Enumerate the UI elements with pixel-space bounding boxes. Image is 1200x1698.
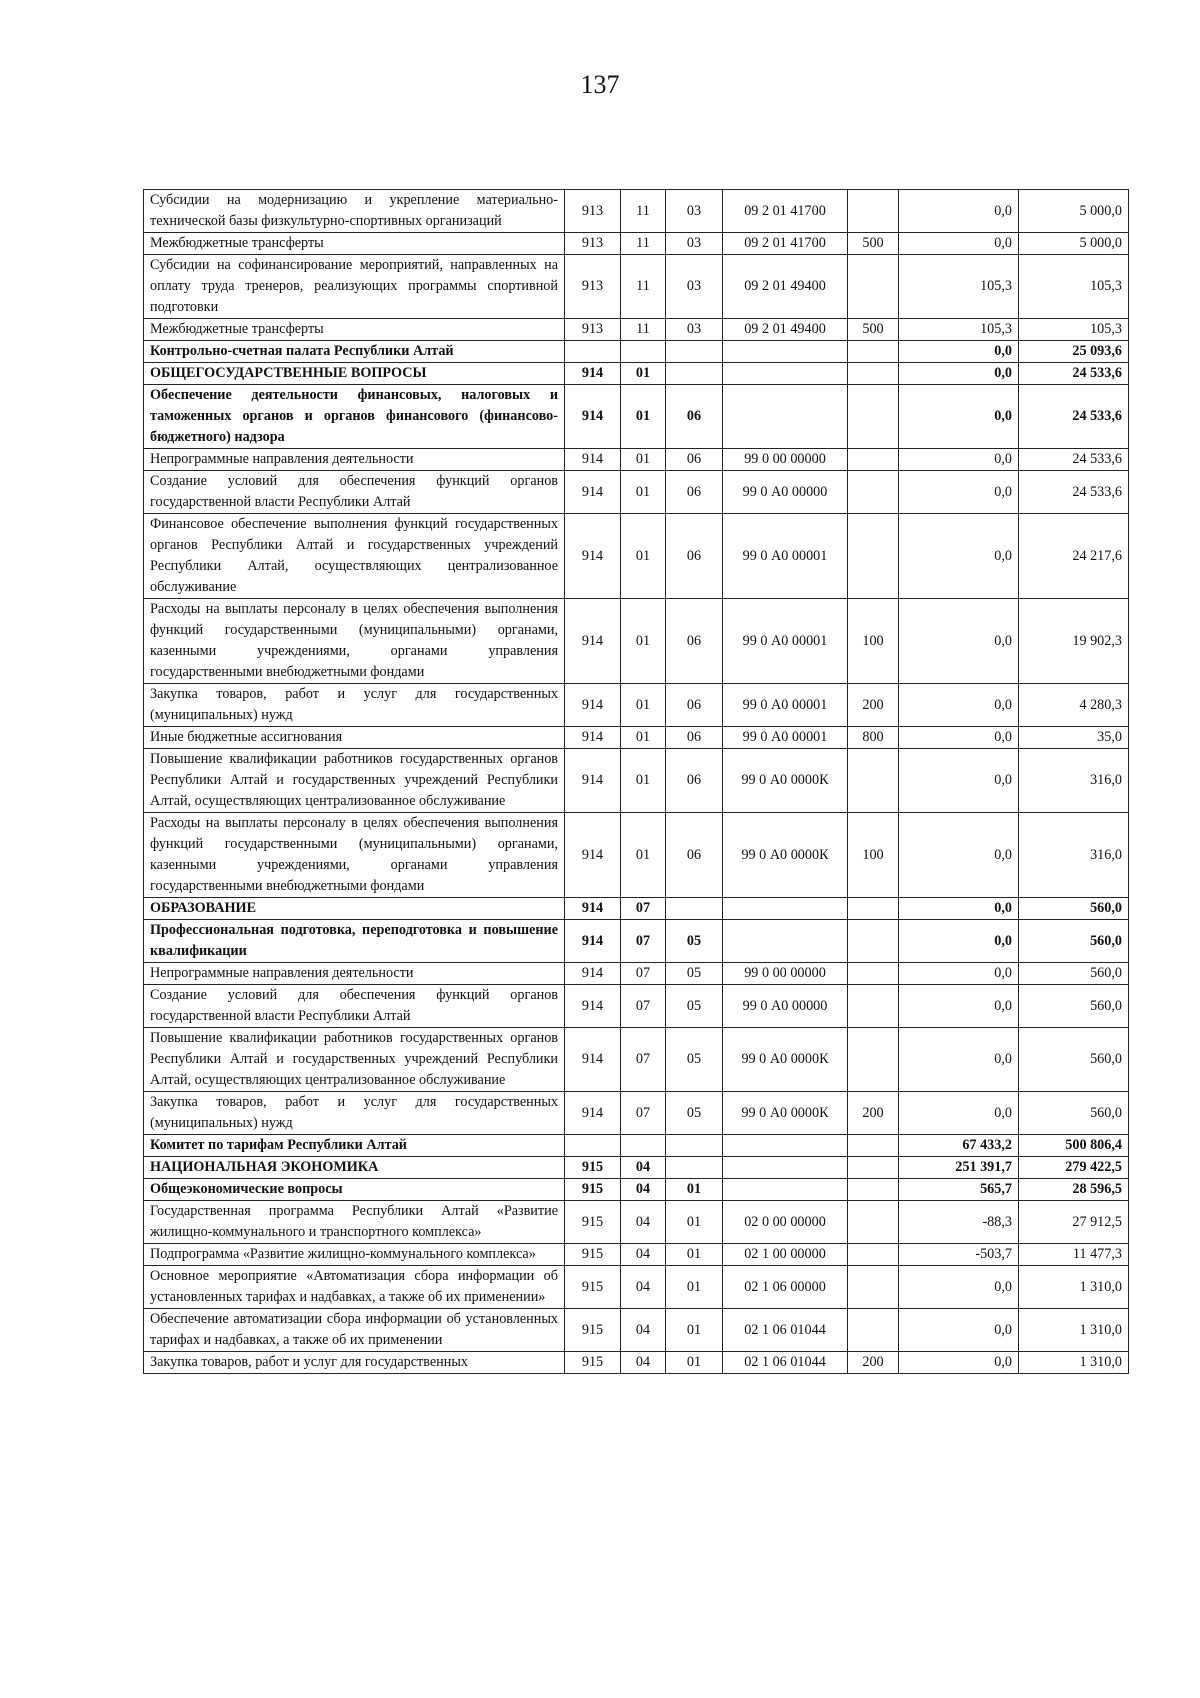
cell-name: Непрограммные направления деятельности: [144, 449, 565, 471]
cell-subsection: 01: [666, 1266, 723, 1309]
cell-amount-2: 1 310,0: [1019, 1352, 1129, 1374]
cell-amount-1: 0,0: [899, 749, 1019, 813]
cell-section: 11: [621, 190, 666, 233]
table-row: [144, 963, 1129, 985]
cell-amount-2: 105,3: [1019, 319, 1129, 341]
cell-amount-1: 0,0: [899, 684, 1019, 727]
cell-name: Общеэкономические вопросы: [144, 1179, 565, 1201]
cell-amount-2: 560,0: [1019, 985, 1129, 1028]
cell-section: 04: [621, 1266, 666, 1309]
cell-section: 11: [621, 233, 666, 255]
cell-name: Расходы на выплаты персоналу в целях обеспечения выполнения функций государственными (муниципальными) органами, казенными учреждениями, органами управления государственными внебюджетными фондами: [144, 813, 565, 898]
cell-amount-2: 24 533,6: [1019, 363, 1129, 385]
cell-expense-type: [848, 1309, 899, 1352]
cell-expense-type: 200: [848, 684, 899, 727]
cell-target-article: 99 0 А0 0000К: [723, 813, 848, 898]
cell-expense-type: 800: [848, 727, 899, 749]
cell-section: [621, 341, 666, 363]
cell-amount-1: 0,0: [899, 190, 1019, 233]
cell-amount-1: 0,0: [899, 1266, 1019, 1309]
cell-expense-type: [848, 341, 899, 363]
cell-name: Финансовое обеспечение выполнения функций государственных органов Республики Алтай и государственных учреждений Республики Алтай, осуществляющих централизованное обслуживание: [144, 514, 565, 599]
cell-subsection: [666, 363, 723, 385]
cell-amount-1: 0,0: [899, 1352, 1019, 1374]
cell-name: Закупка товаров, работ и услуг для государственных: [144, 1352, 565, 1374]
table-row: [144, 1028, 1129, 1092]
cell-amount-1: 0,0: [899, 363, 1019, 385]
cell-subsection: 06: [666, 684, 723, 727]
cell-name: Профессиональная подготовка, переподготовка и повышение квалификации: [144, 920, 565, 963]
table-row: [144, 1244, 1129, 1266]
cell-grbs: 914: [565, 385, 621, 449]
table-row: [144, 727, 1129, 749]
cell-grbs: 914: [565, 684, 621, 727]
cell-section: 07: [621, 985, 666, 1028]
cell-target-article: 99 0 А0 0000К: [723, 1092, 848, 1135]
cell-name: Государственная программа Республики Алтай «Развитие жилищно-коммунального и транспортного комплекса»: [144, 1201, 565, 1244]
cell-amount-2: 279 422,5: [1019, 1157, 1129, 1179]
cell-expense-type: [848, 920, 899, 963]
cell-amount-1: 0,0: [899, 599, 1019, 684]
cell-amount-1: 0,0: [899, 1092, 1019, 1135]
cell-amount-1: 0,0: [899, 233, 1019, 255]
cell-name: ОБЩЕГОСУДАРСТВЕННЫЕ ВОПРОСЫ: [144, 363, 565, 385]
cell-amount-1: 0,0: [899, 985, 1019, 1028]
cell-grbs: 914: [565, 985, 621, 1028]
cell-amount-2: 560,0: [1019, 1092, 1129, 1135]
cell-section: 01: [621, 684, 666, 727]
cell-subsection: 01: [666, 1244, 723, 1266]
cell-name: Закупка товаров, работ и услуг для государственных (муниципальных) нужд: [144, 684, 565, 727]
table-row: [144, 1201, 1129, 1244]
cell-grbs: 914: [565, 449, 621, 471]
budget-table: [143, 189, 1129, 1374]
cell-expense-type: [848, 363, 899, 385]
cell-subsection: [666, 1157, 723, 1179]
cell-amount-2: 560,0: [1019, 920, 1129, 963]
cell-target-article: 02 1 00 00000: [723, 1244, 848, 1266]
cell-grbs: 914: [565, 898, 621, 920]
cell-section: 01: [621, 449, 666, 471]
table-row: [144, 190, 1129, 233]
cell-grbs: 914: [565, 727, 621, 749]
cell-grbs: 913: [565, 255, 621, 319]
cell-expense-type: 100: [848, 813, 899, 898]
cell-name: Комитет по тарифам Республики Алтай: [144, 1135, 565, 1157]
cell-amount-2: 27 912,5: [1019, 1201, 1129, 1244]
cell-expense-type: [848, 190, 899, 233]
cell-section: 04: [621, 1157, 666, 1179]
cell-grbs: 915: [565, 1266, 621, 1309]
cell-section: 04: [621, 1309, 666, 1352]
cell-amount-2: 24 217,6: [1019, 514, 1129, 599]
cell-expense-type: [848, 1201, 899, 1244]
cell-subsection: 06: [666, 749, 723, 813]
cell-target-article: [723, 920, 848, 963]
cell-grbs: 913: [565, 233, 621, 255]
cell-grbs: [565, 341, 621, 363]
cell-expense-type: [848, 385, 899, 449]
cell-grbs: 915: [565, 1179, 621, 1201]
cell-grbs: 915: [565, 1244, 621, 1266]
cell-expense-type: [848, 749, 899, 813]
cell-target-article: 99 0 А0 00001: [723, 514, 848, 599]
cell-subsection: 05: [666, 1092, 723, 1135]
cell-target-article: 09 2 01 41700: [723, 233, 848, 255]
cell-section: 07: [621, 898, 666, 920]
cell-grbs: 914: [565, 813, 621, 898]
table-row: [144, 1157, 1129, 1179]
cell-amount-2: 5 000,0: [1019, 190, 1129, 233]
cell-amount-2: 11 477,3: [1019, 1244, 1129, 1266]
cell-grbs: 913: [565, 190, 621, 233]
cell-subsection: [666, 1135, 723, 1157]
cell-name: ОБРАЗОВАНИЕ: [144, 898, 565, 920]
table-row: [144, 363, 1129, 385]
cell-section: 04: [621, 1201, 666, 1244]
cell-name: Обеспечение автоматизации сбора информации об установленных тарифах и надбавках, а также об их применении: [144, 1309, 565, 1352]
cell-subsection: 03: [666, 233, 723, 255]
cell-amount-2: 316,0: [1019, 813, 1129, 898]
cell-subsection: 06: [666, 813, 723, 898]
cell-grbs: 914: [565, 1092, 621, 1135]
cell-subsection: 06: [666, 727, 723, 749]
table-row: [144, 233, 1129, 255]
cell-expense-type: 200: [848, 1352, 899, 1374]
cell-target-article: [723, 1135, 848, 1157]
cell-grbs: 914: [565, 749, 621, 813]
cell-section: 01: [621, 599, 666, 684]
cell-amount-1: 0,0: [899, 471, 1019, 514]
cell-target-article: [723, 363, 848, 385]
cell-name: Повышение квалификации работников государственных органов Республики Алтай и государственных учреждений Республики Алтай, осуществляющих централизованное обслуживание: [144, 1028, 565, 1092]
cell-amount-2: 560,0: [1019, 898, 1129, 920]
cell-amount-2: 19 902,3: [1019, 599, 1129, 684]
cell-target-article: [723, 1157, 848, 1179]
cell-target-article: 09 2 01 41700: [723, 190, 848, 233]
cell-expense-type: [848, 514, 899, 599]
cell-subsection: 06: [666, 471, 723, 514]
cell-target-article: 09 2 01 49400: [723, 255, 848, 319]
cell-amount-2: 4 280,3: [1019, 684, 1129, 727]
table-row: [144, 471, 1129, 514]
cell-amount-2: 560,0: [1019, 963, 1129, 985]
table-row: [144, 255, 1129, 319]
cell-name: Межбюджетные трансферты: [144, 319, 565, 341]
cell-subsection: 01: [666, 1179, 723, 1201]
cell-subsection: [666, 898, 723, 920]
cell-target-article: [723, 1179, 848, 1201]
cell-subsection: 05: [666, 920, 723, 963]
cell-expense-type: [848, 1244, 899, 1266]
table-row: [144, 599, 1129, 684]
table-row: [144, 920, 1129, 963]
cell-target-article: [723, 898, 848, 920]
table-row: [144, 1266, 1129, 1309]
cell-expense-type: [848, 1135, 899, 1157]
cell-section: 01: [621, 749, 666, 813]
table-row: [144, 749, 1129, 813]
cell-expense-type: 200: [848, 1092, 899, 1135]
cell-expense-type: [848, 471, 899, 514]
cell-section: 07: [621, 1028, 666, 1092]
cell-amount-2: 1 310,0: [1019, 1309, 1129, 1352]
table-row: [144, 684, 1129, 727]
table-row: [144, 449, 1129, 471]
cell-subsection: 05: [666, 985, 723, 1028]
cell-section: 01: [621, 813, 666, 898]
cell-subsection: 06: [666, 599, 723, 684]
table-row: [144, 1352, 1129, 1374]
cell-target-article: 99 0 А0 00001: [723, 727, 848, 749]
cell-grbs: 915: [565, 1309, 621, 1352]
cell-target-article: 02 1 06 01044: [723, 1309, 848, 1352]
cell-amount-2: 25 093,6: [1019, 341, 1129, 363]
cell-target-article: 99 0 А0 0000К: [723, 1028, 848, 1092]
cell-target-article: 99 0 А0 00000: [723, 471, 848, 514]
cell-amount-1: 251 391,7: [899, 1157, 1019, 1179]
cell-target-article: 99 0 00 00000: [723, 963, 848, 985]
cell-name: Расходы на выплаты персоналу в целях обеспечения выполнения функций государственными (муниципальными) органами, казенными учреждениями, органами управления государственными внебюджетными фондами: [144, 599, 565, 684]
cell-grbs: 914: [565, 920, 621, 963]
cell-subsection: 03: [666, 190, 723, 233]
cell-name: Контрольно-счетная палата Республики Алтай: [144, 341, 565, 363]
cell-target-article: 09 2 01 49400: [723, 319, 848, 341]
cell-expense-type: 500: [848, 319, 899, 341]
cell-grbs: 914: [565, 963, 621, 985]
cell-name: Создание условий для обеспечения функций органов государственной власти Республики Алтай: [144, 985, 565, 1028]
cell-amount-1: 0,0: [899, 1309, 1019, 1352]
cell-subsection: [666, 341, 723, 363]
cell-section: 01: [621, 514, 666, 599]
cell-target-article: 02 0 00 00000: [723, 1201, 848, 1244]
cell-amount-1: 0,0: [899, 727, 1019, 749]
cell-amount-2: 500 806,4: [1019, 1135, 1129, 1157]
cell-amount-2: 316,0: [1019, 749, 1129, 813]
cell-subsection: 05: [666, 1028, 723, 1092]
cell-section: 01: [621, 363, 666, 385]
cell-target-article: [723, 385, 848, 449]
cell-section: 07: [621, 963, 666, 985]
cell-section: [621, 1135, 666, 1157]
cell-amount-1: 0,0: [899, 385, 1019, 449]
cell-grbs: [565, 1135, 621, 1157]
cell-name: Основное мероприятие «Автоматизация сбора информации об установленных тарифах и надбавках, а также об их применении»: [144, 1266, 565, 1309]
cell-grbs: 914: [565, 1028, 621, 1092]
cell-amount-1: 565,7: [899, 1179, 1019, 1201]
table-row: [144, 514, 1129, 599]
cell-name: Субсидии на софинансирование мероприятий, направленных на оплату труда тренеров, реализующих программы спортивной подготовки: [144, 255, 565, 319]
cell-grbs: 915: [565, 1157, 621, 1179]
cell-section: 04: [621, 1352, 666, 1374]
cell-section: 01: [621, 471, 666, 514]
cell-subsection: 03: [666, 255, 723, 319]
cell-section: 04: [621, 1179, 666, 1201]
cell-expense-type: [848, 449, 899, 471]
cell-amount-2: 28 596,5: [1019, 1179, 1129, 1201]
table-row: [144, 1135, 1129, 1157]
cell-target-article: 99 0 А0 00001: [723, 684, 848, 727]
page-number: 137: [580, 70, 620, 99]
table-row: [144, 319, 1129, 341]
cell-grbs: 915: [565, 1201, 621, 1244]
cell-section: 01: [621, 385, 666, 449]
cell-grbs: 914: [565, 599, 621, 684]
cell-name: Субсидии на модернизацию и укрепление материально-технической базы физкультурно-спортивных организаций: [144, 190, 565, 233]
cell-name: Повышение квалификации работников государственных органов Республики Алтай и государственных учреждений Республики Алтай, осуществляющих централизованное обслуживание: [144, 749, 565, 813]
table-row: [144, 985, 1129, 1028]
cell-grbs: 914: [565, 363, 621, 385]
cell-target-article: 99 0 А0 00001: [723, 599, 848, 684]
table-row: [144, 1309, 1129, 1352]
cell-subsection: 06: [666, 385, 723, 449]
cell-name: Непрограммные направления деятельности: [144, 963, 565, 985]
cell-amount-1: -503,7: [899, 1244, 1019, 1266]
table-row: [144, 385, 1129, 449]
cell-expense-type: [848, 1179, 899, 1201]
cell-section: 01: [621, 727, 666, 749]
table-row: [144, 898, 1129, 920]
cell-expense-type: [848, 985, 899, 1028]
cell-name: Подпрограмма «Развитие жилищно-коммунального комплекса»: [144, 1244, 565, 1266]
table-row: [144, 1179, 1129, 1201]
cell-section: 11: [621, 255, 666, 319]
cell-name: Иные бюджетные ассигнования: [144, 727, 565, 749]
cell-section: 11: [621, 319, 666, 341]
cell-amount-2: 35,0: [1019, 727, 1129, 749]
cell-target-article: 02 1 06 01044: [723, 1352, 848, 1374]
cell-amount-1: -88,3: [899, 1201, 1019, 1244]
cell-name: НАЦИОНАЛЬНАЯ ЭКОНОМИКА: [144, 1157, 565, 1179]
cell-amount-1: 0,0: [899, 449, 1019, 471]
cell-name: Межбюджетные трансферты: [144, 233, 565, 255]
cell-name: Закупка товаров, работ и услуг для государственных (муниципальных) нужд: [144, 1092, 565, 1135]
cell-amount-1: 0,0: [899, 920, 1019, 963]
cell-subsection: 01: [666, 1201, 723, 1244]
cell-section: 07: [621, 1092, 666, 1135]
cell-subsection: 01: [666, 1352, 723, 1374]
cell-amount-2: 5 000,0: [1019, 233, 1129, 255]
cell-grbs: 915: [565, 1352, 621, 1374]
cell-amount-1: 0,0: [899, 341, 1019, 363]
cell-grbs: 913: [565, 319, 621, 341]
cell-amount-1: 0,0: [899, 963, 1019, 985]
cell-expense-type: [848, 255, 899, 319]
cell-amount-2: 560,0: [1019, 1028, 1129, 1092]
cell-subsection: 06: [666, 514, 723, 599]
table-row: [144, 813, 1129, 898]
cell-target-article: 99 0 А0 0000К: [723, 749, 848, 813]
cell-section: 04: [621, 1244, 666, 1266]
cell-amount-1: 105,3: [899, 255, 1019, 319]
cell-target-article: [723, 341, 848, 363]
cell-amount-1: 0,0: [899, 898, 1019, 920]
cell-subsection: 05: [666, 963, 723, 985]
cell-amount-1: 0,0: [899, 514, 1019, 599]
cell-amount-2: 105,3: [1019, 255, 1129, 319]
cell-grbs: 914: [565, 514, 621, 599]
cell-name: Создание условий для обеспечения функций органов государственной власти Республики Алтай: [144, 471, 565, 514]
cell-target-article: 99 0 00 00000: [723, 449, 848, 471]
cell-amount-2: 24 533,6: [1019, 385, 1129, 449]
cell-target-article: 99 0 А0 00000: [723, 985, 848, 1028]
cell-amount-1: 105,3: [899, 319, 1019, 341]
cell-name: Обеспечение деятельности финансовых, налоговых и таможенных органов и органов финансового (финансово-бюджетного) надзора: [144, 385, 565, 449]
cell-amount-1: 67 433,2: [899, 1135, 1019, 1157]
cell-amount-2: 24 533,6: [1019, 471, 1129, 514]
cell-amount-2: 1 310,0: [1019, 1266, 1129, 1309]
cell-amount-1: 0,0: [899, 813, 1019, 898]
cell-expense-type: [848, 963, 899, 985]
cell-target-article: 02 1 06 00000: [723, 1266, 848, 1309]
cell-subsection: 01: [666, 1309, 723, 1352]
table-row: [144, 341, 1129, 363]
cell-section: 07: [621, 920, 666, 963]
cell-grbs: 914: [565, 471, 621, 514]
cell-expense-type: [848, 1028, 899, 1092]
cell-amount-2: 24 533,6: [1019, 449, 1129, 471]
cell-expense-type: [848, 1266, 899, 1309]
cell-expense-type: [848, 1157, 899, 1179]
cell-amount-1: 0,0: [899, 1028, 1019, 1092]
cell-subsection: 06: [666, 449, 723, 471]
table-row: [144, 1092, 1129, 1135]
cell-expense-type: [848, 898, 899, 920]
cell-expense-type: 500: [848, 233, 899, 255]
cell-subsection: 03: [666, 319, 723, 341]
cell-expense-type: 100: [848, 599, 899, 684]
